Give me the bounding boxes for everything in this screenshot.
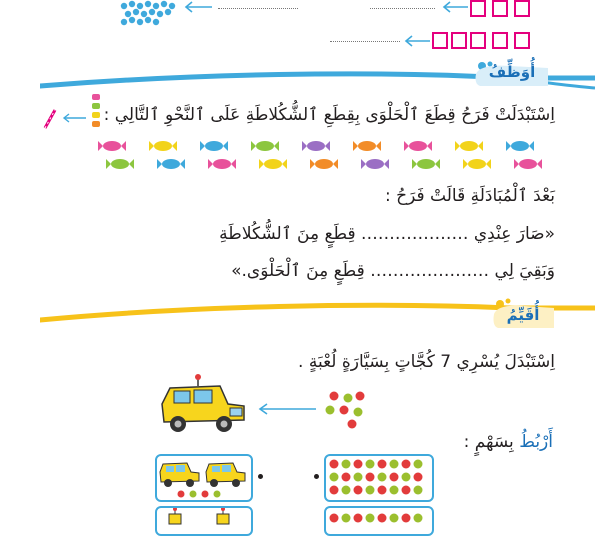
marble — [414, 514, 423, 523]
candy — [149, 141, 177, 151]
answer-box[interactable] — [492, 0, 508, 17]
marble — [402, 460, 411, 469]
marble — [342, 486, 351, 495]
left-arrow-icon — [440, 0, 468, 14]
marble — [330, 460, 339, 469]
marble — [378, 460, 387, 469]
candy — [463, 159, 491, 169]
candy — [157, 159, 185, 169]
marble — [342, 514, 351, 523]
answer-box[interactable] — [514, 32, 530, 49]
candy — [412, 159, 440, 169]
marble — [354, 460, 363, 469]
answer-line — [218, 8, 298, 9]
toy-car-icon — [158, 374, 248, 436]
marble — [342, 473, 351, 482]
section-title-apply: أُوَظِّفُ — [488, 63, 536, 81]
candy — [455, 141, 483, 151]
candy — [208, 159, 236, 169]
answer-line-1 — [219, 223, 555, 244]
marble — [402, 486, 411, 495]
line2-start: وَبَقِيَ لِي — [494, 261, 555, 281]
marble — [378, 514, 387, 523]
pencil-icon — [42, 108, 58, 130]
candy — [302, 141, 330, 151]
marble — [378, 486, 387, 495]
line1-start: «صَارَ عِنْدِي — [473, 224, 555, 244]
marble — [342, 460, 351, 469]
left-arrow-icon — [182, 0, 212, 14]
left-arrow-icon — [256, 402, 316, 416]
marble — [414, 460, 423, 469]
marble — [390, 460, 399, 469]
answer-line — [370, 8, 435, 9]
cars-box-1[interactable] — [155, 454, 253, 502]
marble — [402, 473, 411, 482]
candies-illustration — [90, 138, 550, 174]
marble — [366, 486, 375, 495]
connect-dot[interactable] — [258, 474, 263, 479]
answer-box[interactable] — [492, 32, 508, 49]
candy — [353, 141, 381, 151]
marble — [366, 473, 375, 482]
marble — [390, 473, 399, 482]
marble — [414, 473, 423, 482]
problem-text: اِسْتَبْدَلَ يُسْرِي 7 كُجَّاتٍ بِسَيَّارَةٍ لُعْبَةٍ . — [298, 352, 555, 372]
marble — [378, 473, 387, 482]
line1-blank[interactable]: ………………. — [361, 224, 469, 244]
marble — [330, 486, 339, 495]
candy — [251, 141, 279, 151]
section-title-evaluate: أُقَيِّمُ — [506, 306, 540, 324]
instruction-text: اِسْتَبْدَلَتْ فَرَحُ قِطَعَ ٱلْحَلْوَى بِقِطَعِ ٱلشُّكُلاطَةِ عَلَى ٱلنَّحْوِ ٱلتَّالِي : — [103, 105, 555, 125]
answer-line — [330, 41, 400, 42]
left-arrow-icon — [60, 112, 86, 124]
link-verb: أَرْبُطُ — [519, 432, 553, 452]
answer-box[interactable] — [432, 32, 448, 49]
marble — [354, 473, 363, 482]
candy — [506, 141, 534, 151]
marble — [366, 514, 375, 523]
marble — [414, 486, 423, 495]
marble — [402, 514, 411, 523]
answer-box[interactable] — [514, 0, 530, 17]
line1-end: قِطَعٍ مِنَ ٱلشُّكُلاطَةِ — [219, 224, 356, 244]
line2-end: قِطَعٍ مِنَ ٱلْحَلْوَى.» — [231, 261, 365, 281]
answer-box[interactable] — [451, 32, 467, 49]
marble — [390, 486, 399, 495]
marble — [330, 514, 339, 523]
answer-box[interactable] — [470, 32, 486, 49]
cars-box-2[interactable] — [155, 506, 253, 536]
connect-dot[interactable] — [314, 474, 319, 479]
blue-dots-cluster — [118, 0, 178, 30]
candy — [404, 141, 432, 151]
marbles-box-2[interactable] — [324, 506, 434, 536]
candy — [98, 141, 126, 151]
candy — [514, 159, 542, 169]
line2-blank[interactable]: ………………… — [370, 261, 490, 281]
marble — [390, 514, 399, 523]
candy — [361, 159, 389, 169]
marbles-cluster — [322, 390, 370, 430]
marble — [366, 460, 375, 469]
left-arrow-icon — [402, 34, 430, 48]
link-rest: بِسَهْمٍ : — [463, 432, 514, 452]
marble — [354, 486, 363, 495]
marbles-box-1[interactable] — [324, 454, 434, 502]
marble — [354, 514, 363, 523]
after-exchange-text: بَعْدَ ٱلْمُبَادَلَةِ قَالَتْ فَرَحُ : — [385, 186, 555, 206]
candy-stack-icon — [88, 92, 104, 132]
answer-box[interactable] — [470, 0, 486, 17]
marble — [330, 473, 339, 482]
candy — [310, 159, 338, 169]
candy — [259, 159, 287, 169]
answer-line-2 — [231, 260, 555, 281]
candy — [200, 141, 228, 151]
link-instruction — [464, 432, 553, 452]
candy — [106, 159, 134, 169]
